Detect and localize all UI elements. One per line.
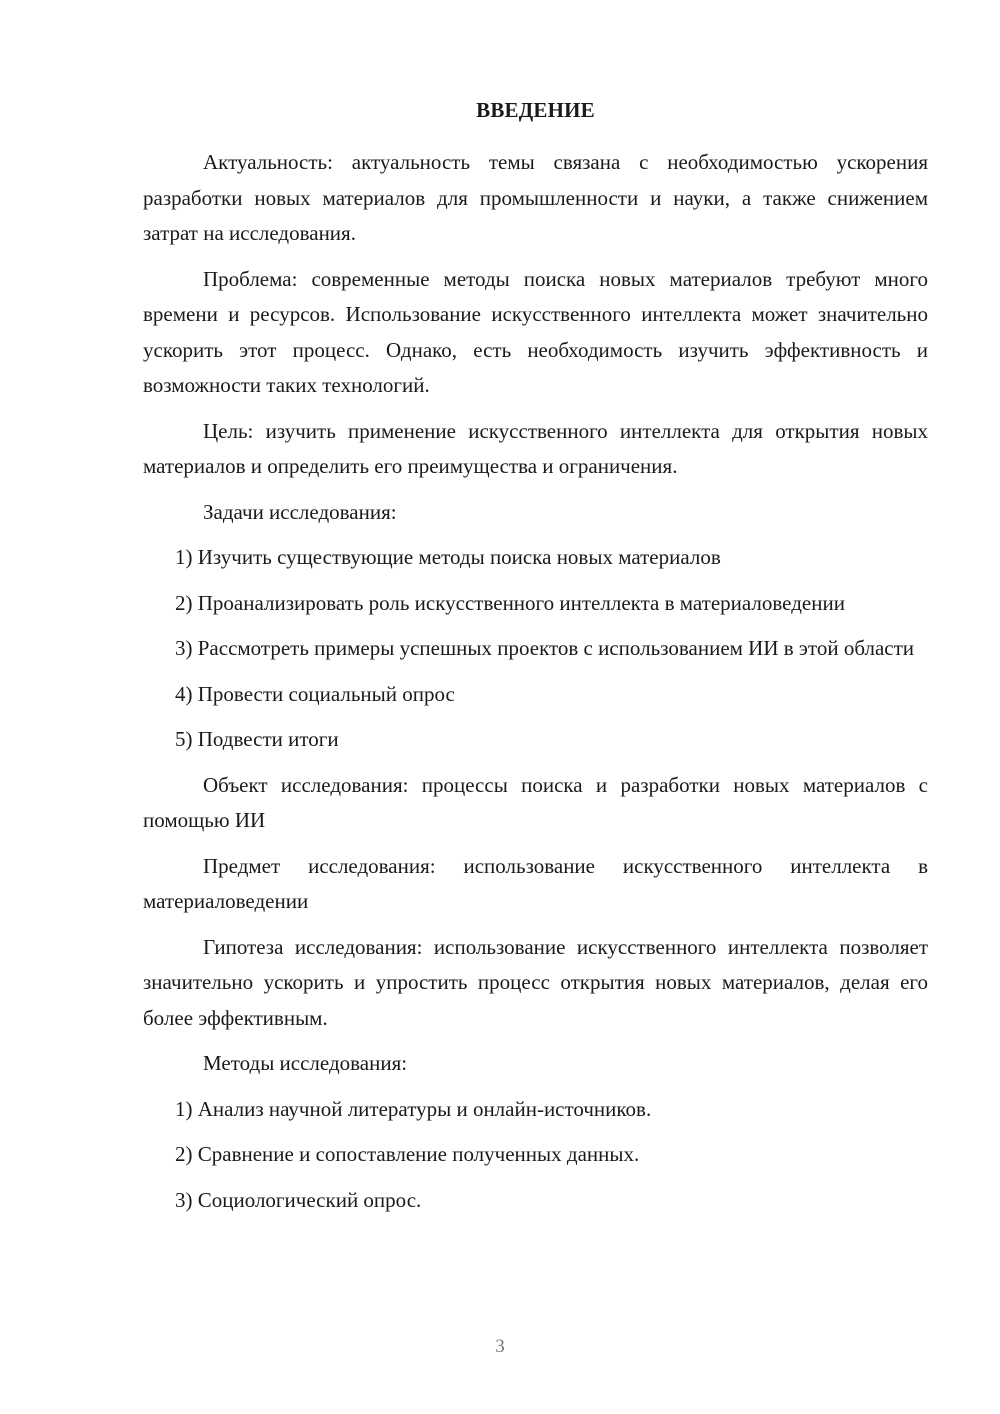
task-item-1: 1) Изучить существующие методы поиска новых материалов: [175, 545, 721, 569]
page-number: 3: [495, 1336, 505, 1357]
task-item-5: 5) Подвести итоги: [175, 727, 339, 751]
method-item-1: 1) Анализ научной литературы и онлайн-источников.: [175, 1096, 652, 1121]
tasks-heading: Задачи исследования:: [203, 499, 397, 524]
subject-paragraph: Предмет исследования: использование искусственного интеллекта в материаловедении: [143, 853, 928, 913]
method-item-3: 3) Социологический опрос.: [175, 1187, 422, 1212]
document-page: [143, 95, 928, 1228]
relevance-paragraph: Актуальность: актуальность темы связана с необходимостью ускорения разработки новых материалов для промышленности и науки, а также снижением затрат на исследования.: [143, 150, 928, 245]
task-item-2: 2) Проанализировать роль искусственного интеллекта в материаловедении: [175, 590, 845, 615]
section-title: ВВЕДЕНИЕ: [476, 98, 595, 122]
methods-heading: Методы исследования:: [203, 1051, 408, 1075]
method-item-2: 2) Сравнение и сопоставление полученных данных.: [175, 1142, 640, 1166]
goal-paragraph: Цель: изучить применение искусственного интеллекта для открытия новых материалов и определить его преимущества и ограничения.: [143, 418, 928, 478]
problem-paragraph: Проблема: современные методы поиска новых материалов требуют много времени и ресурсов. Использование искусственного интеллекта может значительно ускорить этот процесс. Однако, есть необходимость изучить эффективность и возможности таких технологий.: [143, 266, 928, 397]
task-item-4: 4) Провести социальный опрос: [175, 681, 455, 706]
hypothesis-paragraph: Гипотеза исследования: использование искусственного интеллекта позволяет значительно ускорить и упростить процесс открытия новых материалов, делая его более эффективным.: [143, 934, 928, 1030]
task-item-3: 3) Рассмотреть примеры успешных проектов с использованием ИИ в этой области: [175, 636, 915, 660]
object-paragraph: Объект исследования: процессы поиска и разработки новых материалов с помощью ИИ: [143, 772, 928, 832]
